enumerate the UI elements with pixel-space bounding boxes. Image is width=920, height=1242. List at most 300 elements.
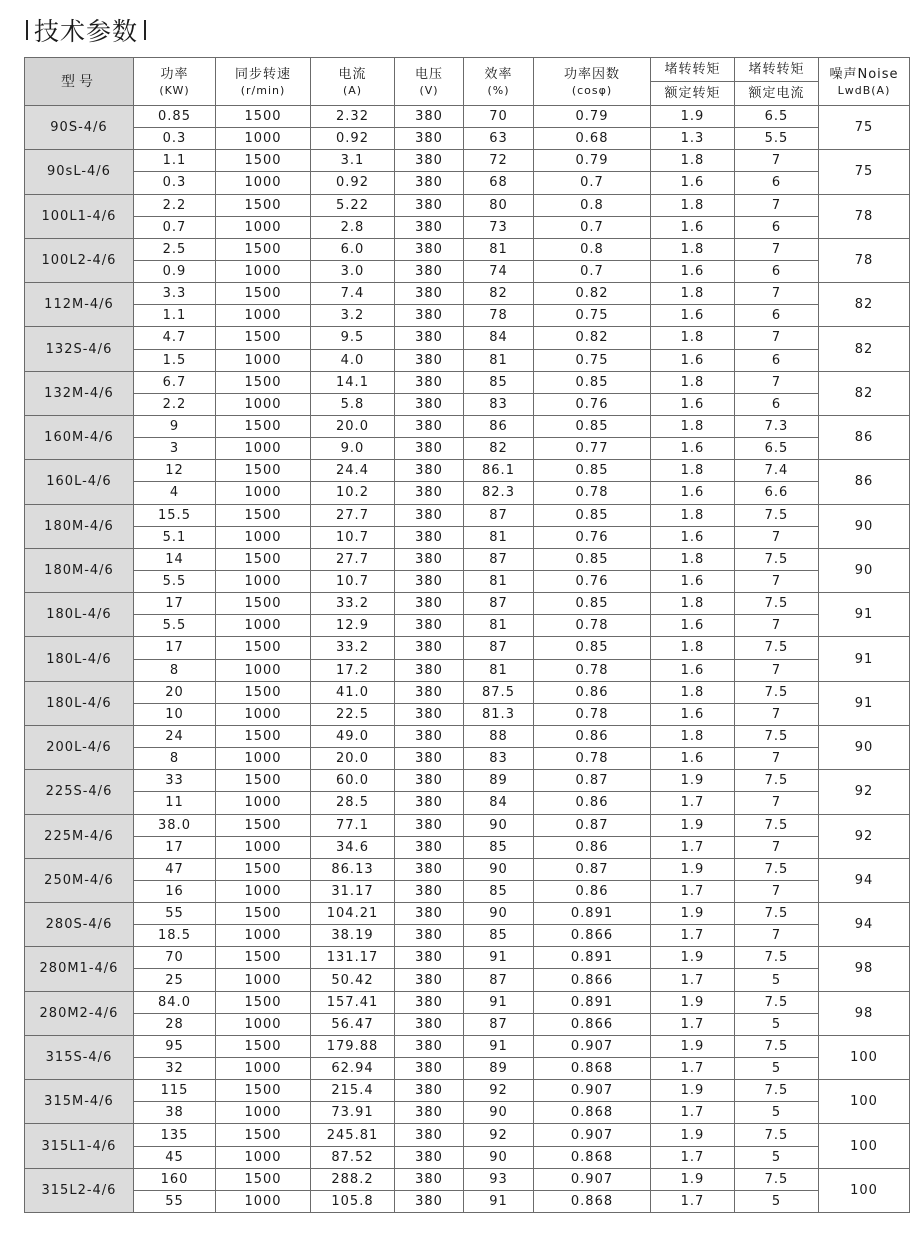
cell-power: 0.3	[134, 172, 216, 194]
cell-torque-ratio: 1.6	[651, 615, 735, 637]
col-header-efficiency	[464, 58, 534, 106]
cell-current-ratio: 7.5	[735, 1124, 819, 1146]
cell-power: 5.5	[134, 615, 216, 637]
cell-power: 9	[134, 415, 216, 437]
cell-speed: 1500	[216, 681, 311, 703]
cell-current: 6.0	[311, 238, 395, 260]
cell-speed: 1000	[216, 748, 311, 770]
cell-current-ratio: 5	[735, 1013, 819, 1035]
cell-current-ratio: 7.5	[735, 725, 819, 747]
cell-current: 60.0	[311, 770, 395, 792]
cell-power: 45	[134, 1146, 216, 1168]
cell-power-factor: 0.868	[534, 1190, 651, 1212]
cell-speed: 1000	[216, 659, 311, 681]
cell-current: 2.32	[311, 106, 395, 128]
cell-power: 14	[134, 548, 216, 570]
cell-speed: 1500	[216, 283, 311, 305]
cell-current: 10.2	[311, 482, 395, 504]
cell-efficiency: 81	[464, 615, 534, 637]
cell-speed: 1000	[216, 969, 311, 991]
cell-torque-ratio: 1.9	[651, 1080, 735, 1102]
cell-voltage: 380	[395, 770, 464, 792]
cell-torque-ratio: 1.9	[651, 814, 735, 836]
table-row	[25, 615, 910, 637]
cell-torque-ratio: 1.7	[651, 925, 735, 947]
table-row	[25, 393, 910, 415]
cell-efficiency: 92	[464, 1124, 534, 1146]
cell-voltage: 380	[395, 1013, 464, 1035]
cell-torque-ratio: 1.7	[651, 1190, 735, 1212]
col-header-stall-torque-top: 堵转转矩	[651, 58, 735, 82]
cell-torque-ratio: 1.7	[651, 1102, 735, 1124]
table-row	[25, 770, 910, 792]
cell-noise: 91	[819, 681, 910, 725]
cell-power-factor: 0.86	[534, 836, 651, 858]
cell-current-ratio: 7	[735, 659, 819, 681]
cell-efficiency: 90	[464, 814, 534, 836]
table-row	[25, 172, 910, 194]
cell-current: 245.81	[311, 1124, 395, 1146]
cell-current-ratio: 7	[735, 283, 819, 305]
cell-power: 17	[134, 593, 216, 615]
cell-efficiency: 85	[464, 836, 534, 858]
cell-model: 132S-4/6	[25, 327, 134, 371]
cell-torque-ratio: 1.7	[651, 836, 735, 858]
col-header-stall-current-bottom: 额定电流	[735, 82, 819, 106]
cell-current: 215.4	[311, 1080, 395, 1102]
cell-power-factor: 0.907	[534, 1168, 651, 1190]
cell-efficiency: 90	[464, 858, 534, 880]
cell-efficiency: 70	[464, 106, 534, 128]
table-row	[25, 814, 910, 836]
cell-voltage: 380	[395, 814, 464, 836]
cell-current: 3.1	[311, 150, 395, 172]
cell-model: 315L1-4/6	[25, 1124, 134, 1168]
cell-power: 15.5	[134, 504, 216, 526]
cell-speed: 1500	[216, 725, 311, 747]
cell-efficiency: 90	[464, 1146, 534, 1168]
cell-speed: 1000	[216, 836, 311, 858]
cell-efficiency: 91	[464, 1190, 534, 1212]
cell-power: 4	[134, 482, 216, 504]
cell-efficiency: 87.5	[464, 681, 534, 703]
cell-current: 33.2	[311, 637, 395, 659]
table-row	[25, 792, 910, 814]
col-header-noise-unit: LwdB(A)	[837, 83, 891, 97]
table-row	[25, 548, 910, 570]
cell-speed: 1500	[216, 504, 311, 526]
cell-voltage: 380	[395, 172, 464, 194]
cell-voltage: 380	[395, 880, 464, 902]
cell-torque-ratio: 1.9	[651, 858, 735, 880]
cell-power-factor: 0.866	[534, 925, 651, 947]
cell-speed: 1000	[216, 393, 311, 415]
cell-model: 180L-4/6	[25, 637, 134, 681]
cell-voltage: 380	[395, 1146, 464, 1168]
cell-current-ratio: 6	[735, 260, 819, 282]
cell-torque-ratio: 1.8	[651, 327, 735, 349]
cell-torque-ratio: 1.6	[651, 526, 735, 548]
col-header-power-factor-label: 功率因数	[563, 66, 620, 82]
cell-power: 2.2	[134, 194, 216, 216]
cell-efficiency: 81	[464, 659, 534, 681]
col-header-speed-unit: (r/min)	[240, 83, 286, 97]
cell-torque-ratio: 1.9	[651, 991, 735, 1013]
cell-power-factor: 0.7	[534, 260, 651, 282]
cell-model: 160M-4/6	[25, 415, 134, 459]
cell-speed: 1500	[216, 1168, 311, 1190]
cell-speed: 1000	[216, 880, 311, 902]
cell-current: 2.8	[311, 216, 395, 238]
cell-efficiency: 63	[464, 128, 534, 150]
col-header-efficiency-label: 效率	[484, 66, 513, 82]
cell-efficiency: 81	[464, 570, 534, 592]
cell-voltage: 380	[395, 460, 464, 482]
cell-power-factor: 0.7	[534, 172, 651, 194]
cell-current-ratio: 5	[735, 1102, 819, 1124]
cell-power-factor: 0.68	[534, 128, 651, 150]
cell-noise: 78	[819, 194, 910, 238]
cell-power-factor: 0.8	[534, 194, 651, 216]
cell-current: 38.19	[311, 925, 395, 947]
cell-power: 160	[134, 1168, 216, 1190]
cell-torque-ratio: 1.7	[651, 969, 735, 991]
cell-voltage: 380	[395, 327, 464, 349]
table-row	[25, 128, 910, 150]
cell-model: 280M2-4/6	[25, 991, 134, 1035]
cell-power: 70	[134, 947, 216, 969]
cell-efficiency: 82	[464, 438, 534, 460]
cell-model: 280S-4/6	[25, 903, 134, 947]
cell-current-ratio: 7.5	[735, 903, 819, 925]
cell-model: 112M-4/6	[25, 283, 134, 327]
cell-power: 0.9	[134, 260, 216, 282]
cell-efficiency: 87	[464, 504, 534, 526]
cell-speed: 1000	[216, 925, 311, 947]
col-header-noise-label: 噪声Noise	[829, 66, 899, 82]
cell-voltage: 380	[395, 526, 464, 548]
cell-current-ratio: 7.5	[735, 593, 819, 615]
cell-model: 280M1-4/6	[25, 947, 134, 991]
cell-efficiency: 84	[464, 327, 534, 349]
cell-power: 55	[134, 1190, 216, 1212]
cell-voltage: 380	[395, 482, 464, 504]
cell-power: 32	[134, 1058, 216, 1080]
cell-torque-ratio: 1.8	[651, 415, 735, 437]
cell-power-factor: 0.85	[534, 637, 651, 659]
cell-voltage: 380	[395, 792, 464, 814]
cell-current-ratio: 7	[735, 792, 819, 814]
col-header-power	[134, 58, 216, 106]
cell-speed: 1500	[216, 1124, 311, 1146]
cell-speed: 1500	[216, 858, 311, 880]
cell-speed: 1500	[216, 991, 311, 1013]
cell-current-ratio: 7.5	[735, 991, 819, 1013]
cell-speed: 1500	[216, 327, 311, 349]
col-header-power-unit: (KW)	[159, 83, 190, 97]
table-row	[25, 238, 910, 260]
cell-noise: 75	[819, 150, 910, 194]
cell-voltage: 380	[395, 438, 464, 460]
cell-efficiency: 90	[464, 903, 534, 925]
table-row	[25, 1124, 910, 1146]
cell-power-factor: 0.891	[534, 947, 651, 969]
cell-power-factor: 0.86	[534, 725, 651, 747]
cell-power-factor: 0.87	[534, 858, 651, 880]
cell-current: 49.0	[311, 725, 395, 747]
cell-voltage: 380	[395, 371, 464, 393]
cell-noise: 90	[819, 548, 910, 592]
cell-efficiency: 87	[464, 1013, 534, 1035]
cell-current: 288.2	[311, 1168, 395, 1190]
cell-power-factor: 0.866	[534, 1013, 651, 1035]
cell-torque-ratio: 1.7	[651, 1013, 735, 1035]
table-body	[25, 106, 910, 1213]
table-row	[25, 1013, 910, 1035]
cell-current: 28.5	[311, 792, 395, 814]
cell-torque-ratio: 1.8	[651, 504, 735, 526]
cell-power: 10	[134, 703, 216, 725]
table-row	[25, 836, 910, 858]
cell-torque-ratio: 1.6	[651, 570, 735, 592]
cell-noise: 92	[819, 770, 910, 814]
cell-speed: 1000	[216, 526, 311, 548]
col-header-speed-label: 同步转速	[234, 66, 291, 82]
cell-efficiency: 85	[464, 880, 534, 902]
table-row	[25, 283, 910, 305]
table-row	[25, 438, 910, 460]
cell-power-factor: 0.75	[534, 305, 651, 327]
cell-efficiency: 80	[464, 194, 534, 216]
cell-torque-ratio: 1.6	[651, 260, 735, 282]
cell-efficiency: 91	[464, 991, 534, 1013]
title-left-bar	[26, 20, 28, 40]
cell-efficiency: 91	[464, 947, 534, 969]
col-header-power-factor-unit: (cosφ)	[571, 83, 613, 97]
cell-power-factor: 0.8	[534, 238, 651, 260]
cell-power-factor: 0.85	[534, 504, 651, 526]
cell-voltage: 380	[395, 925, 464, 947]
cell-speed: 1500	[216, 460, 311, 482]
col-header-current-label: 电流	[338, 66, 367, 82]
cell-voltage: 380	[395, 238, 464, 260]
cell-current-ratio: 7.5	[735, 681, 819, 703]
cell-voltage: 380	[395, 570, 464, 592]
col-header-voltage-unit: (V)	[419, 83, 439, 97]
cell-efficiency: 81	[464, 349, 534, 371]
cell-voltage: 380	[395, 283, 464, 305]
cell-voltage: 380	[395, 1058, 464, 1080]
cell-power-factor: 0.76	[534, 393, 651, 415]
cell-noise: 94	[819, 903, 910, 947]
cell-voltage: 380	[395, 216, 464, 238]
cell-speed: 1500	[216, 238, 311, 260]
col-header-current-unit: (A)	[342, 83, 363, 97]
cell-current: 104.21	[311, 903, 395, 925]
cell-current-ratio: 5	[735, 1146, 819, 1168]
cell-efficiency: 74	[464, 260, 534, 282]
cell-power: 18.5	[134, 925, 216, 947]
cell-power-factor: 0.891	[534, 903, 651, 925]
table-row	[25, 260, 910, 282]
cell-torque-ratio: 1.6	[651, 438, 735, 460]
cell-current-ratio: 7.5	[735, 1080, 819, 1102]
cell-speed: 1500	[216, 770, 311, 792]
cell-speed: 1000	[216, 172, 311, 194]
cell-speed: 1000	[216, 1146, 311, 1168]
cell-current-ratio: 7	[735, 615, 819, 637]
cell-power-factor: 0.85	[534, 415, 651, 437]
cell-power-factor: 0.7	[534, 216, 651, 238]
cell-torque-ratio: 1.7	[651, 1058, 735, 1080]
table-row	[25, 947, 910, 969]
table-row	[25, 991, 910, 1013]
cell-current-ratio: 7.5	[735, 548, 819, 570]
cell-noise: 82	[819, 371, 910, 415]
cell-speed: 1000	[216, 128, 311, 150]
cell-power: 17	[134, 637, 216, 659]
cell-model: 315L2-4/6	[25, 1168, 134, 1212]
cell-current: 22.5	[311, 703, 395, 725]
cell-model: 225S-4/6	[25, 770, 134, 814]
table-row	[25, 371, 910, 393]
table-row	[25, 1102, 910, 1124]
cell-voltage: 380	[395, 725, 464, 747]
cell-power: 8	[134, 748, 216, 770]
col-header-voltage	[395, 58, 464, 106]
cell-power-factor: 0.86	[534, 792, 651, 814]
cell-torque-ratio: 1.9	[651, 1124, 735, 1146]
cell-power: 2.2	[134, 393, 216, 415]
cell-speed: 1000	[216, 1102, 311, 1124]
cell-efficiency: 83	[464, 393, 534, 415]
cell-model: 100L2-4/6	[25, 238, 134, 282]
cell-current-ratio: 6.5	[735, 438, 819, 460]
cell-efficiency: 81	[464, 526, 534, 548]
table-row	[25, 460, 910, 482]
cell-speed: 1000	[216, 260, 311, 282]
cell-voltage: 380	[395, 349, 464, 371]
cell-power-factor: 0.87	[534, 814, 651, 836]
cell-speed: 1000	[216, 1058, 311, 1080]
cell-speed: 1000	[216, 482, 311, 504]
cell-torque-ratio: 1.3	[651, 128, 735, 150]
cell-voltage: 380	[395, 637, 464, 659]
cell-speed: 1500	[216, 371, 311, 393]
cell-speed: 1000	[216, 216, 311, 238]
cell-current: 20.0	[311, 748, 395, 770]
cell-current: 27.7	[311, 504, 395, 526]
col-header-model: 型号	[25, 58, 134, 106]
table-row	[25, 659, 910, 681]
cell-current: 12.9	[311, 615, 395, 637]
cell-speed: 1000	[216, 438, 311, 460]
table-row	[25, 858, 910, 880]
cell-current: 10.7	[311, 526, 395, 548]
cell-efficiency: 84	[464, 792, 534, 814]
table-row	[25, 504, 910, 526]
cell-power: 3	[134, 438, 216, 460]
table-row	[25, 880, 910, 902]
cell-model: 225M-4/6	[25, 814, 134, 858]
cell-efficiency: 89	[464, 770, 534, 792]
cell-power: 28	[134, 1013, 216, 1035]
cell-current: 4.0	[311, 349, 395, 371]
table-row	[25, 637, 910, 659]
cell-model: 100L1-4/6	[25, 194, 134, 238]
cell-torque-ratio: 1.8	[651, 460, 735, 482]
cell-torque-ratio: 1.6	[651, 482, 735, 504]
cell-power-factor: 0.79	[534, 150, 651, 172]
cell-speed: 1000	[216, 305, 311, 327]
cell-noise: 75	[819, 106, 910, 150]
table-row	[25, 1168, 910, 1190]
cell-voltage: 380	[395, 748, 464, 770]
cell-power-factor: 0.866	[534, 969, 651, 991]
cell-voltage: 380	[395, 593, 464, 615]
cell-efficiency: 86.1	[464, 460, 534, 482]
cell-current-ratio: 7	[735, 925, 819, 947]
cell-current: 24.4	[311, 460, 395, 482]
cell-noise: 90	[819, 725, 910, 769]
cell-power: 25	[134, 969, 216, 991]
page-title-text: 技术参数	[34, 17, 139, 46]
cell-power: 0.85	[134, 106, 216, 128]
cell-current: 50.42	[311, 969, 395, 991]
cell-speed: 1500	[216, 947, 311, 969]
cell-efficiency: 85	[464, 371, 534, 393]
table-row	[25, 349, 910, 371]
cell-efficiency: 68	[464, 172, 534, 194]
table-row	[25, 593, 910, 615]
cell-voltage: 380	[395, 1190, 464, 1212]
cell-model: 90S-4/6	[25, 106, 134, 150]
cell-speed: 1500	[216, 637, 311, 659]
cell-torque-ratio: 1.9	[651, 903, 735, 925]
cell-current: 9.5	[311, 327, 395, 349]
cell-power: 6.7	[134, 371, 216, 393]
cell-voltage: 380	[395, 1035, 464, 1057]
cell-power-factor: 0.907	[534, 1124, 651, 1146]
cell-power: 2.5	[134, 238, 216, 260]
cell-current-ratio: 6.5	[735, 106, 819, 128]
cell-efficiency: 81	[464, 238, 534, 260]
table-row	[25, 150, 910, 172]
cell-power-factor: 0.79	[534, 106, 651, 128]
cell-power: 95	[134, 1035, 216, 1057]
cell-torque-ratio: 1.9	[651, 1035, 735, 1057]
cell-power: 135	[134, 1124, 216, 1146]
cell-current: 10.7	[311, 570, 395, 592]
cell-speed: 1500	[216, 903, 311, 925]
table-row	[25, 1190, 910, 1212]
cell-current-ratio: 7	[735, 194, 819, 216]
cell-voltage: 380	[395, 504, 464, 526]
cell-torque-ratio: 1.6	[651, 659, 735, 681]
table-row	[25, 1035, 910, 1057]
cell-model: 132M-4/6	[25, 371, 134, 415]
cell-power: 12	[134, 460, 216, 482]
cell-power-factor: 0.78	[534, 482, 651, 504]
cell-current-ratio: 5	[735, 969, 819, 991]
cell-current: 14.1	[311, 371, 395, 393]
cell-efficiency: 87	[464, 637, 534, 659]
cell-voltage: 380	[395, 659, 464, 681]
cell-power-factor: 0.85	[534, 371, 651, 393]
cell-efficiency: 86	[464, 415, 534, 437]
cell-torque-ratio: 1.6	[651, 305, 735, 327]
cell-current-ratio: 7	[735, 570, 819, 592]
